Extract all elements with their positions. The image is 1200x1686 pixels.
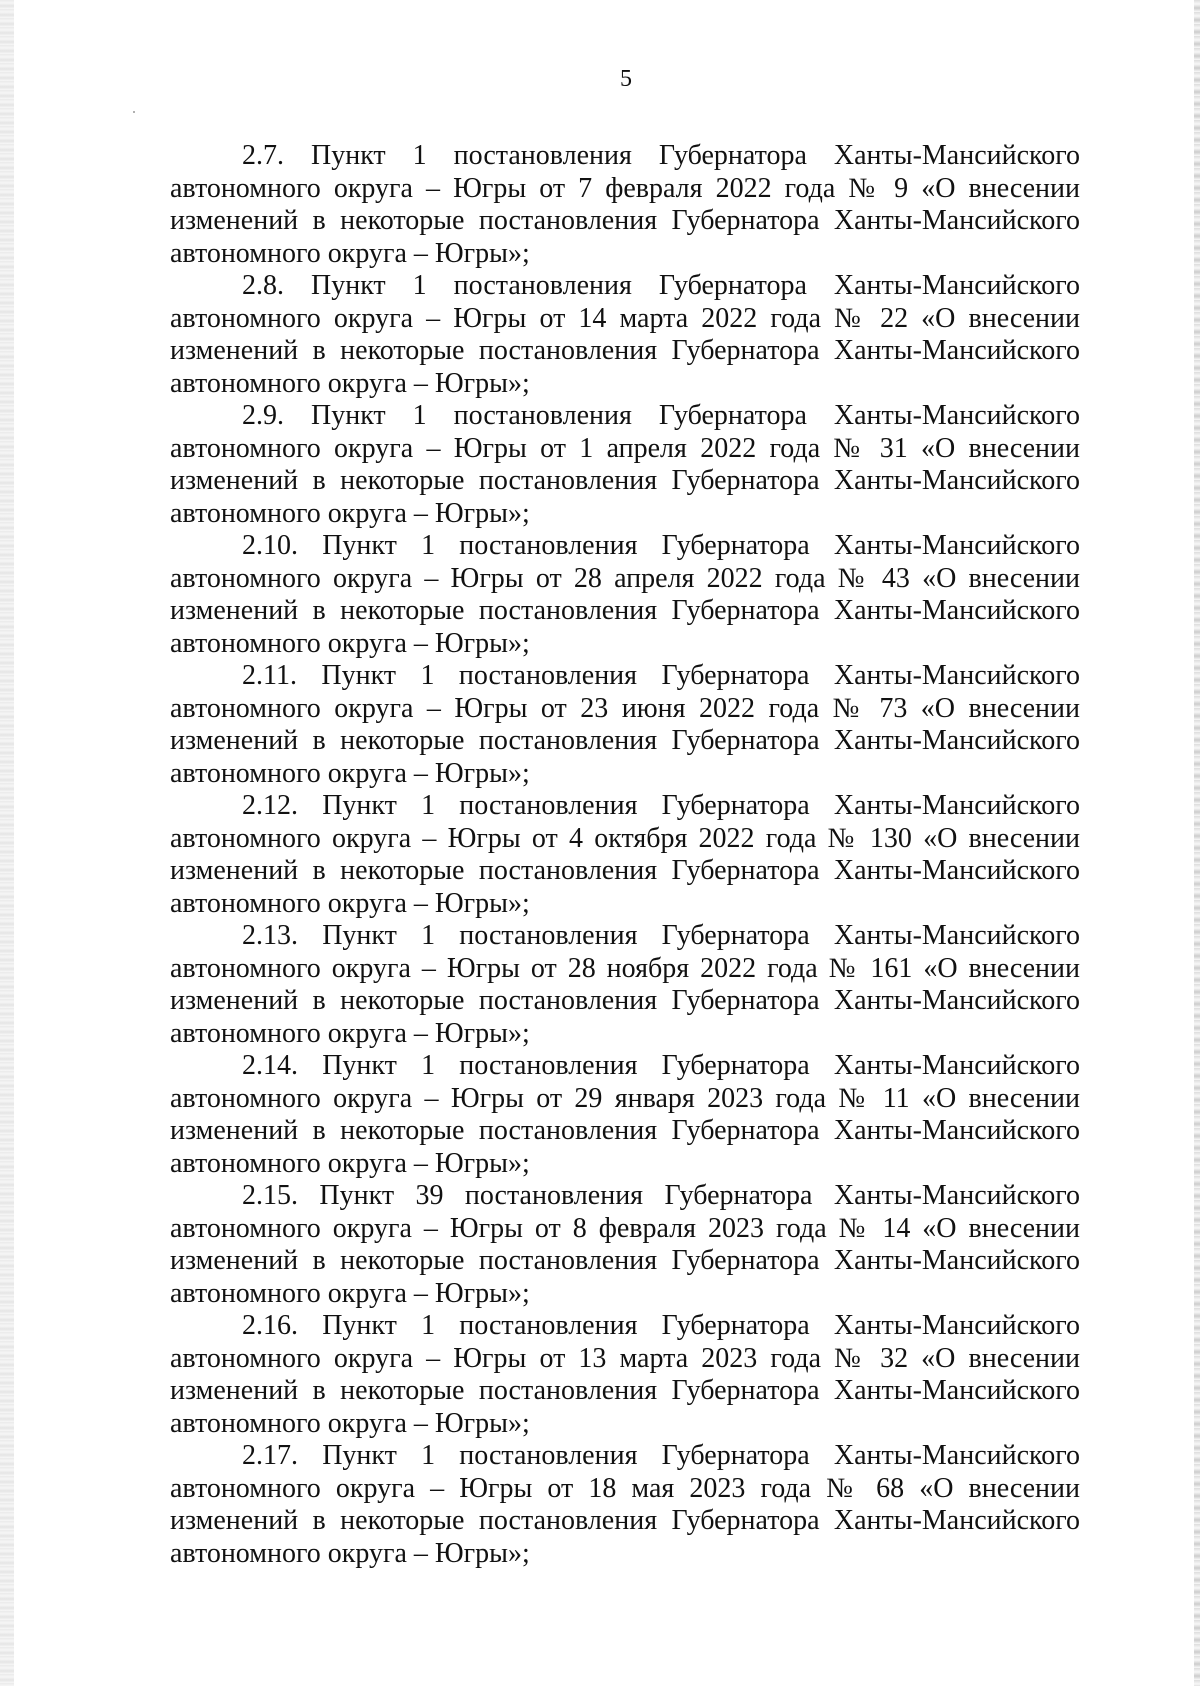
scan-edge-right bbox=[1194, 0, 1200, 1686]
document-body bbox=[170, 140, 1080, 1570]
clause-2-16: 2.16. Пункт 1 постановления Губернатора Ханты-Мансийского автономного округа – Югры от 13 марта 2023 года № 32 «О внесении изменений в некоторые постановления Губернатора Ханты-Мансийского автономного округа – Югры»; bbox=[170, 1310, 1080, 1439]
clause-2-13: 2.13. Пункт 1 постановления Губернатора Ханты-Мансийского автономного округа – Югры от 28 ноября 2022 года № 161 «О внесении изменений в некоторые постановления Губернатора Ханты-Мансийского автономного округа – Югры»; bbox=[170, 920, 1080, 1049]
clause-2-8: 2.8. Пункт 1 постановления Губернатора Ханты-Мансийского автономного округа – Югры от 14 марта 2022 года № 22 «О внесении изменений в некоторые постановления Губернатора Ханты-Мансийского автономного округа – Югры»; bbox=[170, 270, 1080, 399]
clause-2-9: 2.9. Пункт 1 постановления Губернатора Ханты-Мансийского автономного округа – Югры от 1 апреля 2022 года № 31 «О внесении изменений в некоторые постановления Губернатора Ханты-Мансийского автономного округа – Югры»; bbox=[170, 400, 1080, 529]
clause-2-17: 2.17. Пункт 1 постановления Губернатора Ханты-Мансийского автономного округа – Югры от 18 мая 2023 года № 68 «О внесении изменений в некоторые постановления Губернатора Ханты-Мансийского автономного округа – Югры»; bbox=[170, 1440, 1080, 1569]
clause-2-14: 2.14. Пункт 1 постановления Губернатора Ханты-Мансийского автономного округа – Югры от 29 января 2023 года № 11 «О внесении изменений в некоторые постановления Губернатора Ханты-Мансийского автономного округа – Югры»; bbox=[170, 1050, 1080, 1179]
clause-2-10: 2.10. Пункт 1 постановления Губернатора Ханты-Мансийского автономного округа – Югры от 28 апреля 2022 года № 43 «О внесении изменений в некоторые постановления Губернатора Ханты-Мансийского автономного округа – Югры»; bbox=[170, 530, 1080, 659]
scan-speck bbox=[133, 111, 135, 113]
clause-2-11: 2.11. Пункт 1 постановления Губернатора Ханты-Мансийского автономного округа – Югры от 23 июня 2022 года № 73 «О внесении изменений в некоторые постановления Губернатора Ханты-Мансийского автономного округа – Югры»; bbox=[170, 660, 1080, 789]
scan-edge-left bbox=[0, 0, 14, 1686]
clause-2-15: 2.15. Пункт 39 постановления Губернатора Ханты-Мансийского автономного округа – Югры от 8 февраля 2023 года № 14 «О внесении изменений в некоторые постановления Губернатора Ханты-Мансийского автономного округа – Югры»; bbox=[170, 1180, 1080, 1309]
page-number: 5 bbox=[620, 66, 632, 92]
clause-2-7: 2.7. Пункт 1 постановления Губернатора Ханты-Мансийского автономного округа – Югры от 7 февраля 2022 года № 9 «О внесении изменений в некоторые постановления Губернатора Ханты-Мансийского автономного округа – Югры»; bbox=[170, 140, 1080, 269]
clause-2-12: 2.12. Пункт 1 постановления Губернатора Ханты-Мансийского автономного округа – Югры от 4 октября 2022 года № 130 «О внесении изменений в некоторые постановления Губернатора Ханты-Мансийского автономного округа – Югры»; bbox=[170, 790, 1080, 919]
